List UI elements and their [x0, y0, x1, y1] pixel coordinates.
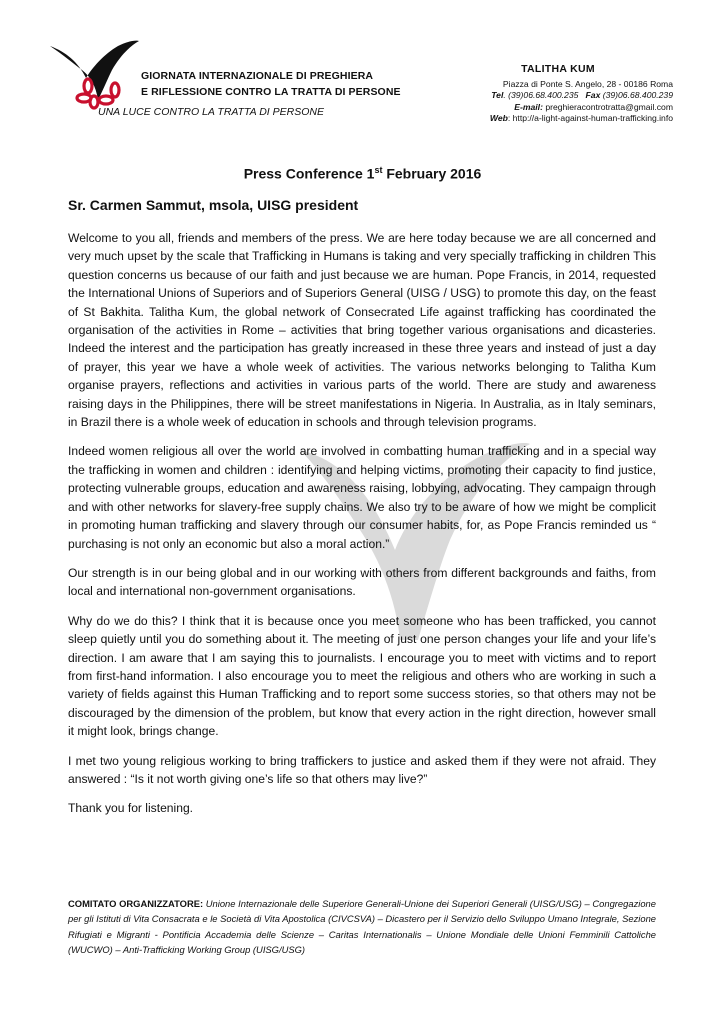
web-link[interactable]: : http://a-light-against-human-trafficking.info [507, 113, 673, 124]
contact-address: Piazza di Ponte S. Angelo, 28 - 00186 Roma [502, 78, 673, 89]
org-name-line-2: E RIFLESSIONE CONTRO LA TRATTA DI PERSONE [141, 86, 401, 98]
web-label: Web [489, 113, 508, 124]
title-rest: February 2016 [382, 165, 482, 182]
title-main: Press Conference 1 [243, 165, 375, 182]
tel-value: . (39)06.68.400.235 [503, 90, 579, 101]
org-name-line-1: GIORNATA INTERNAZIONALE DI PREGHIERA [141, 70, 374, 82]
footer-label: COMITATO ORGANIZZATORE: [68, 898, 204, 909]
paragraph: I met two young religious working to bring traffickers to justice and asked them if they were not afraid. They answered : “Is it not worth giving one’s life so that others may live?” [68, 753, 656, 786]
contact-phone-line [433, 90, 673, 102]
paragraph: Our strength is in our being global and in our working with others from different backgrounds and faiths, from local and international non-government organisations. [68, 565, 656, 599]
email-link[interactable]: preghieracontrotratta@gmail.com [542, 101, 673, 112]
fax-value: (39)06.68.400.239 [600, 90, 673, 101]
organizing-committee-footer [68, 896, 656, 957]
speaker-heading: Sr. Carmen Sammut, msola, UISG president [68, 197, 359, 213]
contact-email-line [433, 102, 673, 114]
paragraph: Welcome to you all, friends and members of the press. We are here today because we are all concerned and very much upset by the scale that Trafficking in Humans is taking and very specially trafficking in children This question concerns us because of our faith and just because we are human. Pope Francis, in 2014, requested the International Unions of Superiors and of Superiors General (UISG / USG) to promote this day, on the feast of St Bakhita. Talitha Kum, the global network of Consecrated Life against trafficking has coordinated the organisation of the activities in Rome – activities that bring together various organisations and dicasteries. Indeed the interest and the participation has greatly increased in these three years and instead of just a day of prayer, this year we have a whole week of activities. The various networks belonging to Talitha Kum organise prayers, reflections and activities in various parts of the world. There are study and awareness raising days in the Philippines, there will be street manifestations in Nigeria. In Australia, as in Italy seminars, in Brazil there is a whole week of education in schools and through television programs. [68, 231, 656, 430]
email-label: E-mail: [514, 101, 543, 112]
paragraph: Indeed women religious all over the world are involved in combatting human trafficking and in a special way the trafficking in women and children : identifying and helping victims, promoting their capacity to find justice, protecting vulnerable groups, education and awareness raising, lobbying, advocating. They campaign through and with other networks for slavery-free supply chains. We also try to be aware of how we might be complicit in promoting human trafficking and slavery through our consumer habits, for, as Pope Francis reminded us “ purchasing is not only an economic but also a moral action.” [68, 444, 656, 551]
tel-label: Tel [491, 90, 504, 101]
title-sup: st [374, 165, 383, 175]
footer-text: Unione Internazionale delle Superiore Generali-Unione dei Superiori Generali (UISG/USG) – Congregazione per gli Istituti di Vita Consacrata e le Società di Vita Apostolica (CIVCSVA) – Dicastero per il Servizio dello Sviluppo Umano Integrale, Sezione Rifugiati e Migranti - Pontificia Accademia delle Scienze – Caritas Internationalis – Unione Mondiale delle Unioni Femminili Cattoliche (WUCWO) – Anti-Trafficking Working Group (UISG/USG) [68, 898, 656, 955]
paragraph: Thank you for listening. [68, 801, 194, 816]
paragraph: Why do we do this? I think that it is because once you meet someone who has been trafficked, you cannot sleep quietly until you do something about it. The meeting of just one person changes your life and your life’s direction. I am aware that I am saying this to journalists. I encourage you to meet with victims and to report from first-hand information. I also encourage you to meet the religious and others who are working in such a variety of fields against this Human Trafficking and to report some success stories, so that others may not be discouraged by the dimension of the problem, but know that every action in the right direction, however small it might look, brings change. [68, 613, 656, 739]
fax-label: Fax [585, 90, 601, 101]
contact-name: TALITHA KUM [521, 63, 595, 75]
bird-chain-logo-icon [48, 38, 140, 110]
body-text [68, 229, 656, 829]
contact-web-line [433, 113, 673, 125]
tagline: UNA LUCE CONTRO LA TRATTA DI PERSONE [98, 106, 324, 118]
contact-block [433, 64, 673, 125]
page-title [0, 165, 725, 182]
